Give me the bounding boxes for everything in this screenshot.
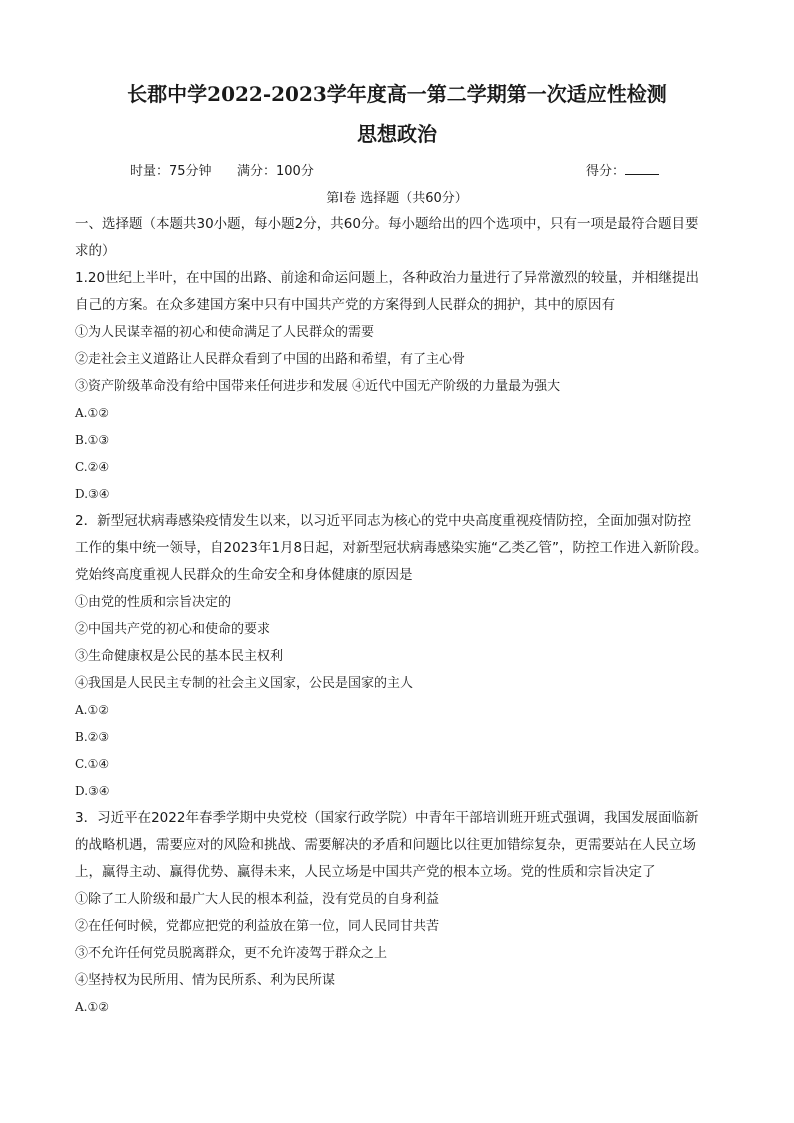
option-a: A.①② xyxy=(75,703,109,717)
question-stem: 上，赢得主动、赢得优势、赢得未来，人民立场是中国共产党的根本立场。党的性质和宗旨决定了 xyxy=(75,864,656,880)
question-stem: 1.20世纪上半叶，在中国的出路、前途和命运问题上，各种政治力量进行了异常激烈的较量，并相继提出 xyxy=(75,270,700,286)
score-field xyxy=(586,160,659,179)
question-3 xyxy=(75,805,725,1021)
statement: ②走社会主义道路让人民群众看到了中国的出路和希望，有了主心骨 xyxy=(75,352,466,367)
subject-title: 思想政治 xyxy=(357,122,437,146)
exam-body xyxy=(75,211,725,1021)
statement: ①由党的性质和宗旨决定的 xyxy=(75,595,232,610)
option-c: C.②④ xyxy=(75,460,110,474)
option-d: D.③④ xyxy=(75,784,110,798)
full-score: 满分：100分 xyxy=(237,164,314,179)
question-stem: 自己的方案。在众多建国方案中只有中国共产党的方案得到人民群众的拥护，其中的原因有 xyxy=(75,297,615,313)
option-b: B.②③ xyxy=(75,730,110,744)
statement: ②在任何时候，党都应把党的利益放在第一位，同人民同甘共苦 xyxy=(75,919,440,934)
question-stem: 工作的集中统一领导，自2023年1月8日起，对新型冠状病毒感染实施“乙类乙管”，防控工作进入新阶段。 xyxy=(75,540,708,556)
statement: ①除了工人阶级和最广大人民的根本利益，没有党员的自身利益 xyxy=(75,892,440,907)
statement: ②中国共产党的初心和使命的要求 xyxy=(75,622,271,637)
statement: ③资产阶级革命没有给中国带来任何进步和发展 ④近代中国无产阶级的力量最为强大 xyxy=(75,379,561,394)
question-2 xyxy=(75,508,725,805)
question-stem: 的战略机遇，需要应对的风险和挑战、需要解决的矛盾和问题比以往更加错综复杂，更需要站在人民立场 xyxy=(75,837,696,853)
question-stem: 2．新型冠状病毒感染疫情发生以来，以习近平同志为核心的党中央高度重视疫情防控，全面加强对防控 xyxy=(75,513,692,529)
option-c: C.①④ xyxy=(75,757,110,771)
option-a: A.①② xyxy=(75,1000,109,1014)
option-a: A.①② xyxy=(75,406,109,420)
statement: ④我国是人民民主专制的社会主义国家，公民是国家的主人 xyxy=(75,676,414,691)
question-1 xyxy=(75,265,725,508)
question-stem: 党始终高度重视人民群众的生命安全和身体健康的原因是 xyxy=(75,567,413,583)
statement: ④坚持权为民所用、情为民所系、利为民所谋 xyxy=(75,973,336,988)
instructions-line: 一、选择题（本题共30小题，每小题2分，共60分。每小题给出的四个选项中，只有一项是最符合题目要 xyxy=(75,216,699,232)
instructions-line: 求的） xyxy=(75,243,116,259)
question-stem: 3．习近平在2022年春季学期中央党校（国家行政学院）中青年干部培训班开班式强调，我国发展面临新 xyxy=(75,810,699,826)
exam-title: 长郡中学2022-2023学年度高一第二学期第一次适应性检测 xyxy=(127,82,667,106)
time-limit: 时量：75分钟 xyxy=(130,164,212,179)
option-b: B.①③ xyxy=(75,433,110,447)
statement: ③不允许任何党员脱离群众，更不允许凌驾于群众之上 xyxy=(75,946,388,961)
section-heading: 第Ⅰ卷 选择题（共60分） xyxy=(326,191,468,206)
score-blank xyxy=(625,162,659,175)
statement: ①为人民谋幸福的初心和使命满足了人民群众的需要 xyxy=(75,325,375,340)
option-d: D.③④ xyxy=(75,487,110,501)
score-label: 得分： xyxy=(586,164,626,179)
statement: ③生命健康权是公民的基本民主权利 xyxy=(75,649,284,664)
